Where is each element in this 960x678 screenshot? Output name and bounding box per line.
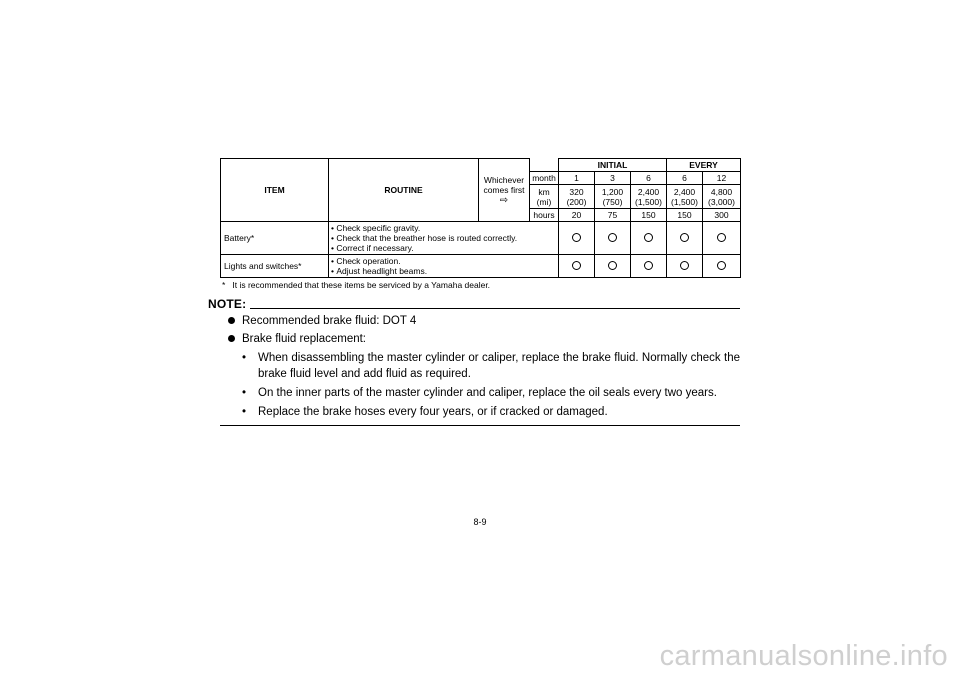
circle-mark-icon: [572, 233, 581, 242]
sub-list-item: [220, 385, 740, 401]
interval-mark: [667, 222, 703, 255]
routine-step: • Check that the breather hose is routed correctly.: [331, 233, 556, 243]
month-value: 1: [559, 172, 595, 185]
sub-list-item: [220, 404, 740, 420]
month-value: 3: [595, 172, 631, 185]
routine-step: • Correct if necessary.: [331, 243, 556, 253]
hours-label: hours: [530, 209, 559, 222]
circle-mark-icon: [717, 233, 726, 242]
table-row: [221, 255, 741, 278]
note-header: [208, 297, 740, 311]
interval-mark: [667, 255, 703, 278]
every-header: EVERY: [667, 159, 741, 172]
note-subtext: When disassembling the master cylinder or caliper, replace the brake fluid. Normally check the brake fluid level and add fluid as required.: [258, 352, 740, 380]
note-text: Brake fluid replacement:: [242, 333, 367, 345]
watermark-text: carmanualsonline.info: [659, 640, 948, 672]
arrow-right-icon: ⇨: [499, 194, 509, 206]
km-value: 320 (200): [559, 185, 595, 209]
month-value: 12: [703, 172, 741, 185]
bullet-icon: •: [242, 406, 247, 418]
km-value: 2,400 (1,500): [667, 185, 703, 209]
km-value: 1,200 (750): [595, 185, 631, 209]
bullet-icon: •: [242, 387, 247, 399]
sub-list-item: [220, 350, 740, 382]
routine-cell: [329, 255, 559, 278]
circle-mark-icon: [680, 233, 689, 242]
maintenance-table: [220, 158, 741, 278]
bullet-icon: •: [242, 352, 247, 364]
initial-header: INITIAL: [559, 159, 667, 172]
note-text: Recommended brake fluid: DOT 4: [242, 315, 417, 327]
hours-value: 300: [703, 209, 741, 222]
table-row: [221, 222, 741, 255]
blank-corner: [530, 159, 559, 172]
month-label: month: [530, 172, 559, 185]
hours-value: 20: [559, 209, 595, 222]
item-lights-switches: Lights and switches*: [221, 255, 329, 278]
page-number: 8-9: [473, 517, 487, 527]
note-end-divider: [220, 425, 740, 426]
list-item: [220, 331, 740, 347]
note-divider: [250, 308, 740, 309]
circle-mark-icon: [572, 261, 581, 270]
interval-mark: [595, 222, 631, 255]
interval-mark: [595, 255, 631, 278]
list-item: [220, 313, 740, 329]
circle-mark-icon: [608, 261, 617, 270]
note-subtext: On the inner parts of the master cylinder and caliper, replace the oil seals every two years.: [258, 387, 717, 399]
interval-mark: [559, 222, 595, 255]
routine-cell: [329, 222, 559, 255]
table-footnote: * It is recommended that these items be serviced by a Yamaha dealer.: [222, 280, 491, 290]
interval-mark: [631, 255, 667, 278]
interval-mark: [631, 222, 667, 255]
circle-mark-icon: [680, 261, 689, 270]
circle-mark-icon: [608, 233, 617, 242]
circle-mark-icon: [644, 261, 653, 270]
routine-step: • Check operation.: [331, 256, 556, 266]
bullet-dot-icon: [228, 335, 235, 342]
whichever-label: Whichever comes first: [483, 174, 525, 195]
note-subtext: Replace the brake hoses every four years, or if cracked or damaged.: [258, 406, 608, 418]
interval-mark: [703, 222, 741, 255]
hours-value: 150: [631, 209, 667, 222]
km-value: 2,400 (1,500): [631, 185, 667, 209]
hours-value: 75: [595, 209, 631, 222]
circle-mark-icon: [644, 233, 653, 242]
routine-step: • Check specific gravity.: [331, 223, 556, 233]
interval-mark: [703, 255, 741, 278]
interval-mark: [559, 255, 595, 278]
item-battery: Battery*: [221, 222, 329, 255]
routine-step: • Adjust headlight beams.: [331, 266, 556, 276]
note-list: [220, 313, 740, 420]
content-area: [208, 158, 740, 426]
circle-mark-icon: [717, 261, 726, 270]
item-header: ITEM: [221, 159, 329, 222]
km-value: 4,800 (3,000): [703, 185, 741, 209]
whichever-cell: [479, 159, 530, 222]
hours-value: 150: [667, 209, 703, 222]
km-label: km (mi): [530, 185, 559, 209]
month-value: 6: [631, 172, 667, 185]
note-title: NOTE:: [208, 297, 247, 311]
routine-header: ROUTINE: [329, 159, 479, 222]
month-value: 6: [667, 172, 703, 185]
bullet-dot-icon: [228, 317, 235, 324]
